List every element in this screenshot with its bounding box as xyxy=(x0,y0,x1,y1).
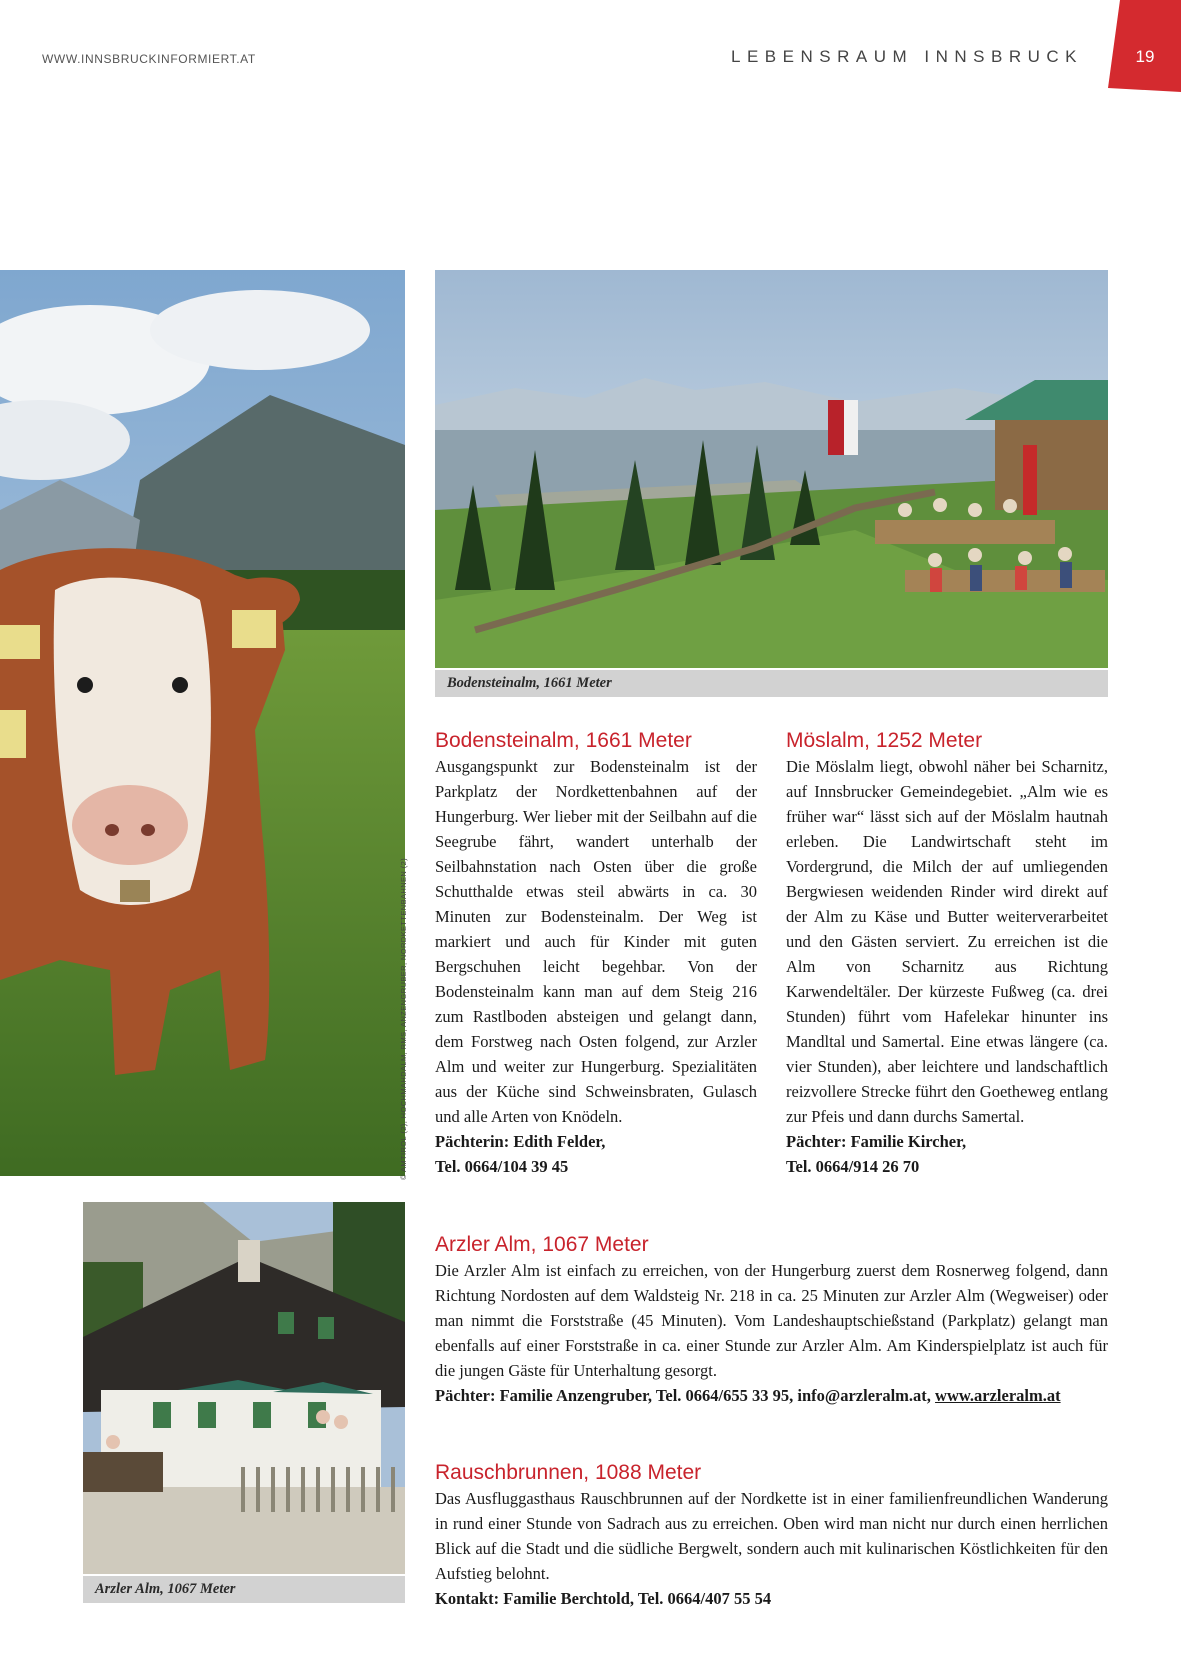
article-contact xyxy=(435,1383,1108,1408)
arzler-alm-photo xyxy=(83,1202,405,1574)
section-title: LEBENSRAUM INNSBRUCK xyxy=(731,47,1083,66)
article-contact-phone: Tel. 0664/914 26 70 xyxy=(786,1157,920,1176)
article-arzler-alm xyxy=(435,1232,1108,1408)
article-body: Ausgangspunkt zur Bodensteinalm ist der Parkplatz der Nordkettenbahnen auf der Hungerburg. Wer lieber mit der Seilbahn auf die Seegrube fährt, wandert unterhalb der Seilbahnstation nach Osten über die große Schutthalde etwas steil abwärts in ca. 30 Minuten zur Bodensteinalm. Der Weg ist markiert und auch für Kinder mit guten Bergschuhen leicht begehbar. Von der Bodensteinalm kann man auf dem Steig 216 zum Rastlboden absteigen und gelangt dann, dem Forstweg nach Osten folgend, zur Arzler Alm und weiter zur Hungerburg. Spezialitäten aus der Küche sind Schweinsbraten, Gulasch und alle Arten von Knödeln. xyxy=(435,757,757,1126)
website-link[interactable]: www.arzleralm.at xyxy=(935,1386,1061,1405)
article-title: Arzler Alm, 1067 Meter xyxy=(435,1233,649,1256)
bodensteinalm-photo xyxy=(435,270,1108,668)
photo-credit: © AMTIROL (2), HOCHMAHDALM, RMS, ANZENGRUBER, NORDKETTENBAHNEN (2) xyxy=(399,857,408,1180)
article-title: Bodensteinalm, 1661 Meter xyxy=(435,729,692,752)
article-contact-phone: Tel. 0664/104 39 45 xyxy=(435,1157,569,1176)
site-url: WWW.INNSBRUCKINFORMIERT.AT xyxy=(42,52,256,66)
article-bodensteinalm xyxy=(435,728,757,1179)
page-number-tab xyxy=(1108,0,1181,92)
article-contact-name: Pächter: Familie Kircher, xyxy=(786,1132,967,1151)
article-body: Das Ausfluggasthaus Rauschbrunnen auf der Nordkette ist in einer familienfreundlichen Wanderung in rund einer Stunde von Sadrach aus zu erreichen. Oben wird man nicht nur durch einen herrlichen Blick auf die Stadt und die südliche Bergwelt, sondern auch mit kulinarischen Köstlichkeiten für den Aufstieg belohnt. xyxy=(435,1489,1108,1583)
article-title: Möslalm, 1252 Meter xyxy=(786,729,983,752)
bodensteinalm-caption: Bodensteinalm, 1661 Meter xyxy=(435,670,1108,697)
article-moeslalm xyxy=(786,728,1108,1179)
cow-photo xyxy=(0,270,405,1176)
article-title: Rauschbrunnen, 1088 Meter xyxy=(435,1461,702,1484)
article-body: Die Möslalm liegt, obwohl näher bei Scharnitz, auf Innsbrucker Gemeindegebiet. „Alm wie es früher war“ lässt sich auf der Möslalm hautnah erleben. Die Landwirtschaft steht im Vordergrund, die Milch der auf umliegenden Bergwiesen weidenden Rinder wird direkt auf der Alm zu Käse und Butter weiterverarbeitet und den Gästen serviert. Zu erreichen ist die Alm von Scharnitz aus Richtung Karwendeltäler. Der kürzeste Fußweg (ca. drei Stunden) führt vom Hafelekar hinunter ins Mandltal und Samertal. Eine etwas längere (ca. vier Stunden), aber leichtere und landschaftlich reizvollere Strecke führt den Goetheweg entlang zur Pfeis und dann durchs Samertal. xyxy=(786,757,1108,1126)
arzler-alm-caption: Arzler Alm, 1067 Meter xyxy=(83,1576,405,1603)
article-body: Die Arzler Alm ist einfach zu erreichen, von der Hungerburg zuerst dem Rosnerweg folgend, dann Richtung Nordosten auf dem Waldsteig Nr. 218 in ca. 25 Minuten zur Arzler Alm (Wegweiser) oder man nimmt die Forststraße (45 Minuten). Vom Landeshauptschießstand (Parkplatz) gelangt man ebenfalls auf einer Forststraße in ca. einer Stunde zur Arzler Alm. Am Kinderspielplatz ist auch für die jungen Gäste für Unterhaltung gesorgt. xyxy=(435,1261,1108,1380)
contact-text: Pächter: Familie Anzengruber, Tel. 0664/655 33 95, info@arzleralm.at, xyxy=(435,1386,936,1405)
article-contact-name: Pächterin: Edith Felder, xyxy=(435,1132,606,1151)
article-rauschbrunnen xyxy=(435,1460,1108,1611)
page-number: 19 xyxy=(1135,47,1155,66)
article-contact: Kontakt: Familie Berchtold, Tel. 0664/407 55 54 xyxy=(435,1589,772,1608)
